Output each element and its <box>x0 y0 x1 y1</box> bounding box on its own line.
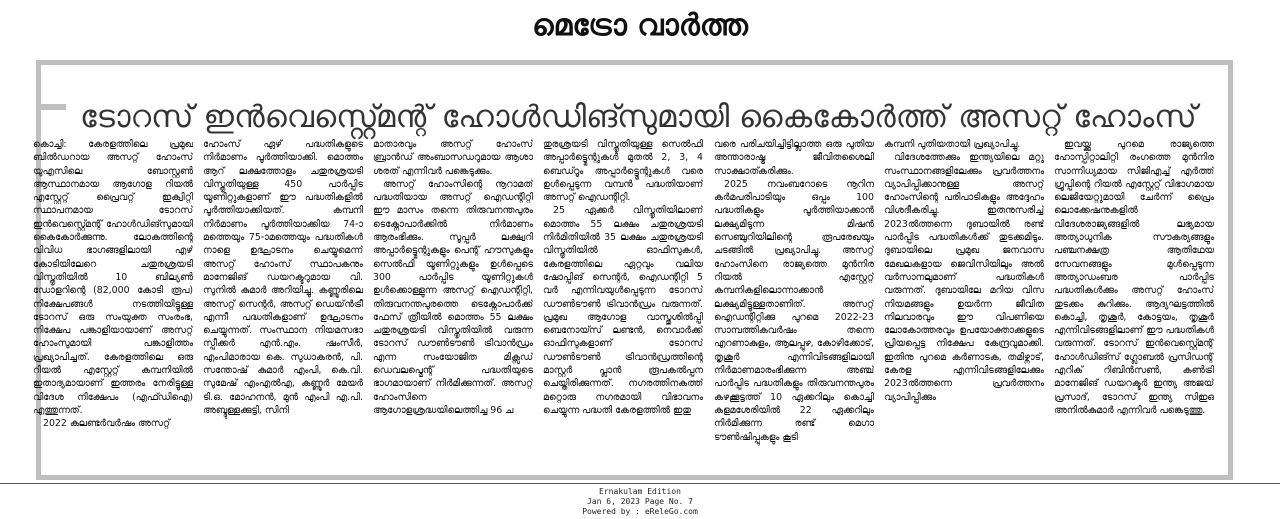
article-column-1 <box>33 138 193 458</box>
article-headline: ടോറസ് ഇൻവെസ്റ്റ്മെന്റ് ഹോൾഡിങ്സുമായി കൈകോർത്ത് അസറ്റ് ഹോംസ് <box>80 98 1197 135</box>
footer-powered-by: Powered by : eReleGo.com <box>582 507 698 516</box>
section-title: മെട്രോ വാർത്ത <box>532 8 748 43</box>
footer-date-page: Jan 6, 2023 Page No. 7 <box>587 497 693 506</box>
column-4-paragraph-1: തുരശ്രയടി വിസ്തൃതിയുള്ള സെൽഫി അപ്പാർട്ട്മെന്റുകൾ മുതൽ 2, 3, 4 ബെഡ്റൂം അപ്പാർട്ട്മെന്റുകൾ വരെ ഉൾപ്പെടുന്ന വമ്പൻ പദ്ധതിയാണ് അസറ്റ് ഐഡന്റിറ്റി. <box>543 139 703 204</box>
column-4-paragraph-2: 25 ഏക്കർ വിസ്തൃതിയിലാണ് മൊത്തം 55 ലക്ഷം ചതുരശ്രയടി നിർമിതിയിൽ 35 ലക്ഷം ചതുരശ്രയടി വിസ്തൃതിയിൽ ഓഫിസുകൾ, കേരളത്തിലെ ഏറ്റവും വലിയ ഷോപ്പിങ് സെന്റർ, ഐഡന്റിറ്റി 5 വർ എന്നിവയുൾപ്പെടുന്ന ടോറസ് ഡൗൺടൗൺ ട്രിവാൻഡ്രം വരുന്നത്. പ്രമുഖ ആഗോള വാസ്തുശിൽപ്പി ബെനോയ്സ് ലണ്ടൻ, നെവാർക്ക് ഓഫിസുകളാണ് ടോറസ് ഡൗൺടൗൺ ട്രിവാൻഡ്രത്തിന്റെ മാസ്റ്റർ പ്ലാൻ രൂപകൽപ്പന ചെയ്തിരിക്കുന്നത്. നഗരത്തിനകത്ത് മറ്റൊരു നഗരമായി വിഭാവനം ചെയ്യുന്ന പദ്ധതി കേരളത്തിൽ ഇതു <box>543 205 703 416</box>
column-3-paragraph-1: മാതാരവും അസറ്റ് ഹോംസ് ബ്രാൻഡ് അംബാസഡറുമായ ആശാ ശരത് എന്നിവർ പങ്കെടുക്കും. <box>373 139 533 177</box>
headline-accent-bar <box>36 104 66 110</box>
column-3-paragraph-2: അസറ്റ് ഹോംസിന്റെ നൂറാമത് പദ്ധതിയായ അസറ്റ് ഐഡന്റിറ്റി ഈ മാസം തന്നെ തിരുവനന്തപുരം ടെക്നോപാർക്കിൽ നിർമാണം ആരംഭിക്കും. സൂപ്പർ ലക്ഷ്വറി അപ്പാർട്ട്മെന്റുകളും പെന്റ് ഹൗസുകളും സെൽഫി യൂണിറ്റുകളും ഉൾപ്പെടെ 300 പാർപ്പിട യൂണിറ്റുകൾ ഉൾക്കൊള്ളുന്ന അസറ്റ് ഐഡന്റിറ്റി, തിരുവനന്തപുരത്തെ ടെക്നോപാർക്ക് ഫേസ് ത്രീയിൽ മൊത്തം 55 ലക്ഷം ചതുരശ്രയടി വിസ്തൃതിയിൽ വരുന്ന ടോറസ് ഡൗൺടൗൺ ട്രിവാൻഡ്രം എന്ന സംയോജിത മിക്സഡ് ഡെവലപ്മെന്റ് പദ്ധതിയുടെ ഭാഗമായാണ് നിർമിക്കുന്നത്. അസറ്റ് ഹോംസിനെ ആഗോളശ്രദ്ധയിലെത്തിച്ച 96 ച <box>373 178 533 416</box>
column-5-paragraph-2: 2025 നവംബറോടെ നൂറിന കർമപരിപാടിയും ഒപ്പം 100 പദ്ധതികളും പൂർത്തിയാക്കാൻ ലക്ഷ്യമിടുന്ന മിഷൻ സെഞ്ചുറിയിലിന്റെ രൂപരേഖയും ചടങ്ങിൽ പ്രഖ്യാപിച്ചു. അസറ്റ് ഹോംസിനെ രാജ്യത്തെ മുൻനിര റിയൽ എസ്റ്റേറ്റ് കമ്പനികളിലൊന്നാക്കാൻ ലക്ഷ്യമിട്ടുള്ളതാണിത്. അസറ്റ് ഐഡന്റിറ്റിക്കു പുറമെ 2022-23 സാമ്പത്തികവർഷം തന്നെ എറണാകുളം, ആലപ്പുഴ, കോഴിക്കോട്, തൃശൂർ എന്നിവിടങ്ങളിലായി നിർമാണമാരംഭിക്കുന്ന അഞ്ച് പാർപ്പിട പദ്ധതികളും തിരുവനന്തപുരം കഴക്കൂട്ടത്ത് 10 ഏക്കറിലും കൊച്ചി കളമശേരിയിൽ 22 ഏക്കറിലും നിർമിക്കുന്ന രണ്ട് മെഗാ ടൗൺഷിപ്പുകളും കൂടി <box>714 178 874 443</box>
article-column-3 <box>373 138 533 458</box>
footer-divider <box>0 483 1280 484</box>
column-7-paragraph-1: ഇവയ്ക്കു പുറമെ രാജ്യത്തെ ഹോസ്പിറ്റാലിറ്റി രംഗത്തെ മുൻനിര സാന്നിധ്യമായ സിജിഎച്ച് എർത്ത് ഗ്രൂപ്പിന്റെ റിയൽ എസ്റ്റേറ്റ് വിഭാഗമായ ലെജിയേറ്റുമായി ചേർന്ന് പ്രൈം ലൊക്കേഷനുകളിൽ വിദേശരാജ്യങ്ങളിൽ ലഭ്യമായ അത്യാധുനിക സൗകര്യങ്ങളും പഞ്ചനക്ഷത്ര ആതിഥേയ സേവനങ്ങളും മുൾപ്പെടുന്ന അത്യാഡംബര പാർപ്പിട പദ്ധതികൾക്കും അസറ്റ് ഹോംസ് തുടക്കം കുറിക്കും. ആദ്യഘട്ടത്തിൽ കൊച്ചി, തൃശൂർ, കോട്ടയം, തൃശൂർ എന്നിവിടങ്ങളിലാണ് ഈ പദ്ധതികൾ വരുന്നത്. ടോറസ് ഇൻവെസ്റ്റ്മെന്റ് ഹോൾഡിങ്സ് ഗ്ലോബൽ പ്രസിഡന്റ് എറിക് റിബിൻസൺ, കൺട്രി മാനേജിങ് ഡയറക്ടർ ഇന്ത്യ അജയ് പ്രസാദ്, ടോറസ് ഇന്ത്യ സിഇഒ അനിൽകുമാർ എന്നിവർ പങ്കെടുത്തു. <box>1054 139 1214 416</box>
column-5-paragraph-1: വരെ പരിചയിച്ചിട്ടില്ലാത്ത ഒരു പുതിയ അന്താരാഷ്ട്ര ജീവിതശൈലി സാക്ഷാത്കരിക്കും. <box>714 139 874 177</box>
page-footer <box>0 487 1280 517</box>
column-1-paragraph-1: കൊച്ചി: കേരളത്തിലെ പ്രമുഖ ബിൽഡറായ അസറ്റ് ഹോംസ് യുഎസിലെ ബോസ്റ്റൺ ആസ്ഥാനമായ ആഗോള റിയൽ എസ്റ്റേറ്റ് പ്രൈവറ്റ് ഇക്വിറ്റി സ്ഥാപനമായ ടോറസ് ഇൻവെസ്റ്റ്മെന്റ് ഹോൾഡിങ്സുമായി കൈകോർക്കുന്നു. ലോകത്തിന്റെ വിവിധ ഭാഗങ്ങളിലായി എഴ് കോടിയിലേറെ ചതുരശ്രയടി വിസ്തൃതിയിൽ 10 ബില്യൺ ഡോളറിന്റെ (82,000 കോടി രൂപ) നിക്ഷേപങ്ങൾ നടത്തിയിട്ടുള്ള ടോറസ് ഒരു സംയുക്ത സംരംഭ, നിക്ഷേപ പങ്കാളിയായാണ് അസറ്റ് ഹോംസുമായി പങ്കാളിത്തം പ്രഖ്യാപിച്ചത്. കേരളത്തിലെ ഒരു റിയൽ എസ്റ്റേറ്റ് കമ്പനിയിൽ ഇതാദ്യമായാണ് ഇത്തരം നേരിട്ടുള്ള വിദേശ നിക്ഷേപം (എഫ്ഡിഐ) എത്തുന്നത്. <box>33 139 193 416</box>
article-column-5 <box>714 138 874 458</box>
column-6-paragraph-2: വിദേശത്തേക്കും ഇന്ത്യയിലെ മറ്റു സംസ്ഥാനങ്ങളിലേക്കും പ്രവർത്തനം വ്യാപിപ്പിക്കാനുള്ള അസറ്റ് ഹോംസിന്റെ പരിപാടികളും അദ്ദേഹം വിശദീകരിച്ചു. ഇതനുസരിച്ച് 2023ൽത്തന്നെ ദുബായിൽ രണ്ട് പാർപ്പിട പദ്ധതികൾക്ക് തുടക്കമിടും. ദുബായിലെ പ്രമുഖ ജനവാസ മേഖലകളായ ജെവിസിയിലും അൽ വർസാനലുമാണ് പദ്ധതികൾ വരുന്നത്. ദുബായിലേ മറിയ വിസ നിയമങ്ങളും ഉയർന്ന ജീവിത നിലവാരവും ഈ വിപണിയെ ലോകോത്തരവും ഉപയോക്താക്കളുടെ പ്രിയപ്പെട്ട നിക്ഷേപ കേന്ദ്രവുമാക്കി. ഇതിനു പുറമെ കർണാടക, തമിഴ്നാട്, കേരള എന്നിവിടങ്ങളിലേക്കും 2023ൽത്തന്നെ പ്രവർത്തനം വ്യാപിപ്പിക്കും <box>884 152 1044 403</box>
column-2-paragraph-1: ഹോംസ് ഏഴ് പദ്ധതികളുടെ നിർമാണം പൂർത്തിയാക്കി. മൊത്തം ആറ് ലക്ഷത്തോളം ചതുരശ്രയടി വിസ്തൃതിയുള്ള 450 പാർപ്പിട യൂണിറ്റുകളാണ് ഈ പദ്ധതികളിൽ പൂർത്തിയാക്കിയത്. കമ്പനി നിർമാണം പൂർത്തിയാക്കിയ 74-ാമത്തെയും 75-ാമത്തെയും പദ്ധതികൾ നാളെ ഉദ്ഘാടനം ചെയ്യുമെന്ന് അസറ്റ് ഹോംസ് സ്ഥാപകനും മാനേജിങ് ഡയറക്ടറുമായ വി. സുനിൽ കുമാർ അറിയിച്ചു. കണ്ണൂരിലെ അസറ്റ് സെന്റർ, അസറ്റ് ഡെയ്ൻട്രീ എന്നീ പദ്ധതികളാണ് ഉദ്ഘാടനം ചെയ്യുന്നത്. സംസ്ഥാന നിയമസഭാ സ്പീക്കർ എൻ.എം. ഷംസീർ, എംപിമാരായ കെ. സുധാകരൻ, പി. സന്തോഷ് കുമാർ എംപി, കെ.വി. സുമേഷ് എംഎൽഎ, കണ്ണൂർ മേയർ ടി.ഒ. മോഹനൻ, മുൻ എംപി എ.പി. അബ്ദുള്ളക്കുട്ടി, സിനി <box>203 139 363 416</box>
article-column-2 <box>203 138 363 458</box>
column-6-paragraph-1: കമ്പനി പുതിയതായി പ്രഖ്യാപിച്ചു. <box>884 139 1021 150</box>
article-column-7 <box>1054 138 1214 458</box>
footer-edition: Ernakulam Edition <box>599 487 681 496</box>
article-column-4 <box>543 138 703 458</box>
column-1-paragraph-2: 2022 കലണ്ടർവർഷം അസറ്റ് <box>43 418 170 430</box>
article-column-6 <box>884 138 1044 458</box>
